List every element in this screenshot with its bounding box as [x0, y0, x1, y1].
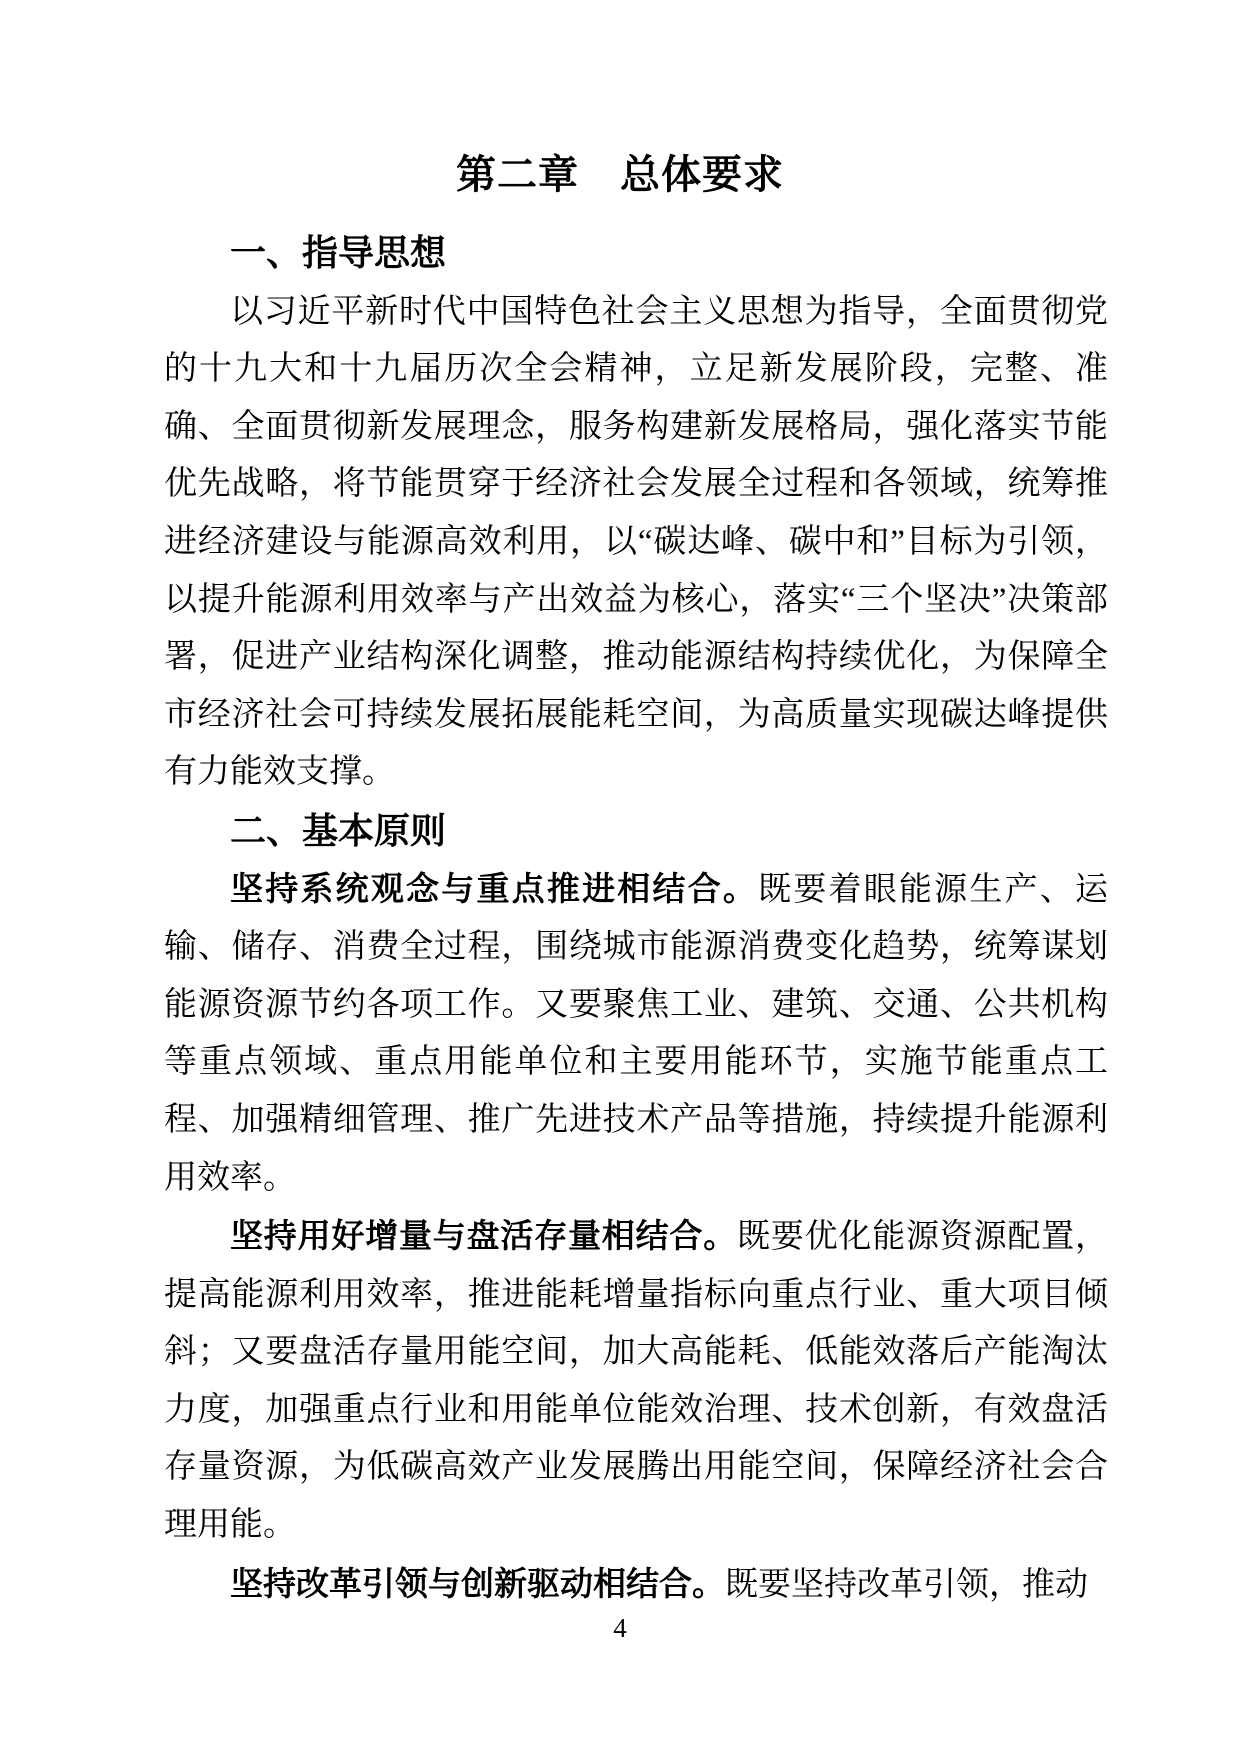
paragraph-bold-lead: 坚持系统观念与重点推进相结合。 [230, 869, 759, 907]
page-number: 4 [613, 1613, 627, 1643]
paragraph-text: 既要坚持改革引领，推动 [725, 1566, 1088, 1603]
paragraph [164, 1207, 1108, 1555]
section-heading-basic-principles: 二、基本原则 [230, 809, 447, 851]
paragraph [164, 1555, 1108, 1615]
section-heading-guiding-ideology: 一、指导思想 [230, 232, 447, 273]
paragraph [164, 282, 1108, 802]
paragraph-text: 以习近平新时代中国特色社会主义思想为指导，全面贯彻党的十九大和十九届历次全会精神，立足新发展阶段，完整、准确、全面贯彻新发展理念，服务构建新发展格局，强化落实节能优先战略，将节能贯穿于经济社会发展全过程和各领域，统筹推进经济建设与能源高效利用，以“碳达峰、碳中和”目标为引领，以提升能源利用效率与产出效益为核心，落实“三个坚决”决策部署，促进产业结构深化调整，推动能源结构持续优化，为保障全市经济社会可持续发展拓展能耗空间，为高质量实现碳达峰提供有力能效支撑。 [164, 293, 1108, 791]
paragraph [164, 860, 1108, 1208]
paragraph-text: 既要着眼能源生产、运输、储存、消费全过程，围绕城市能源消费变化趋势，统筹谋划能源资源节约各项工作。又要聚焦工业、建筑、交通、公共机构等重点领域、重点用能单位和主要用能环节，实施节能重点工程、加强精细管理、推广先进技术产品等措施，持续提升能源利用效率。 [164, 871, 1109, 1196]
paragraph-text: 既要优化能源资源配置，提高能源利用效率，推进能耗增量指标向重点行业、重大项目倾斜；又要盘活存量用能空间，加大高能耗、低能效落后产能淘汰力度，加强重点行业和用能单位能效治理、技术创新，有效盘活存量资源，为低碳高效产业发展腾出用能空间，保障经济社会合理用能。 [164, 1219, 1109, 1544]
chapter-title: 第二章 总体要求 [456, 153, 784, 197]
document-body [164, 224, 1108, 1614]
paragraph-bold-lead: 坚持改革引领与创新驱动相结合。 [230, 1564, 725, 1602]
paragraph-bold-lead: 坚持用好增量与盘活存量相结合。 [230, 1217, 737, 1255]
